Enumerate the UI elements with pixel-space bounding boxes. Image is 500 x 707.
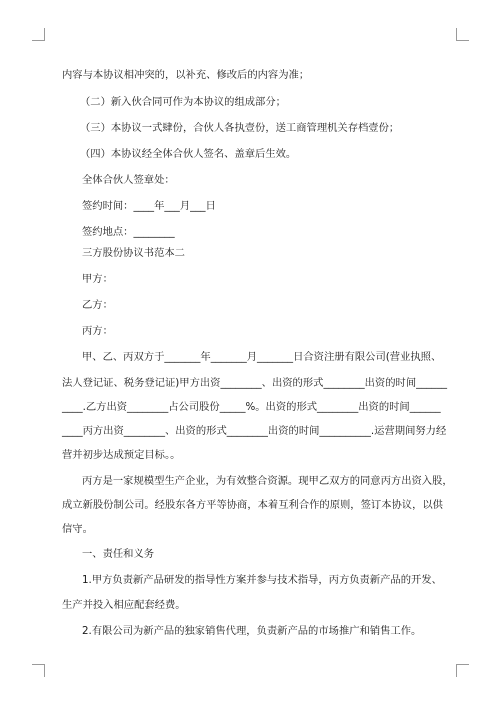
paragraph-line: 1.甲方负责新产品研发的指导性方案并参与技术指导，丙方负责新产品的开发、 [82,574,442,586]
clause-line: （四）本协议经全体合伙人签名、盖章后生效。 [80,148,297,160]
text-line: 内容与本协议相冲突的，以补充、修改后的内容为准； [62,69,310,81]
paragraph-line: 2.有限公司为新产品的独家销售代理，负责新产品的市场推广和销售工作。 [82,625,422,637]
sign-place-line: 签约地点：________ [82,226,175,238]
paragraph-line: 丙方是一家规模型生产企业，为有效整合资源。现甲乙双方的同意丙方出资入股， [82,475,453,487]
paragraph-line: ____丙方出资________、出资的形式________出资的时间__________.运营期间努力经 [62,425,447,437]
sign-date-line: 签约时间：____年___月___日 [82,200,216,212]
paragraph-line: 成立新股份制公司。经股东各方平等协商，本着互利合作的原则，签订本协议，以供 [62,499,443,511]
paragraph-line: 营并初步达成预定目标。。 [62,449,181,461]
section-title: 三方股份协议书范本二 [82,247,185,259]
clause-line: （二）新入伙合同可作为本协议的组成部分； [80,96,286,108]
paragraph-line: 甲、乙、丙双方于_______年_______月_______日合资注册有限公司(营业执照、 [82,351,442,363]
paragraph-line: ____.乙方出资________占公司股份_____%。出资的形式________出资的时间______ [62,401,441,413]
crop-mark-bottom-left [32,664,45,677]
party-a-line: 甲方： [82,273,113,285]
section-heading: 一、责任和义务 [82,548,155,560]
paragraph-line: 法人登记证、税务登记证)甲方出资________、出资的形式________出资的时间______ [62,377,448,389]
signature-heading: 全体合伙人签章处： [82,174,175,186]
clause-line: （三）本协议一式肆份，合伙人各执壹份，送工商管理机关存档壹份； [80,122,400,134]
paragraph-line: 信守。 [62,523,93,535]
crop-mark-bottom-right [456,664,469,677]
party-b-line: 乙方： [82,299,113,311]
crop-mark-top-left [32,28,45,41]
paragraph-line: 生产并投入相应配套经费。 [62,599,186,611]
party-c-line: 丙方： [82,325,113,337]
crop-mark-top-right [456,28,469,41]
